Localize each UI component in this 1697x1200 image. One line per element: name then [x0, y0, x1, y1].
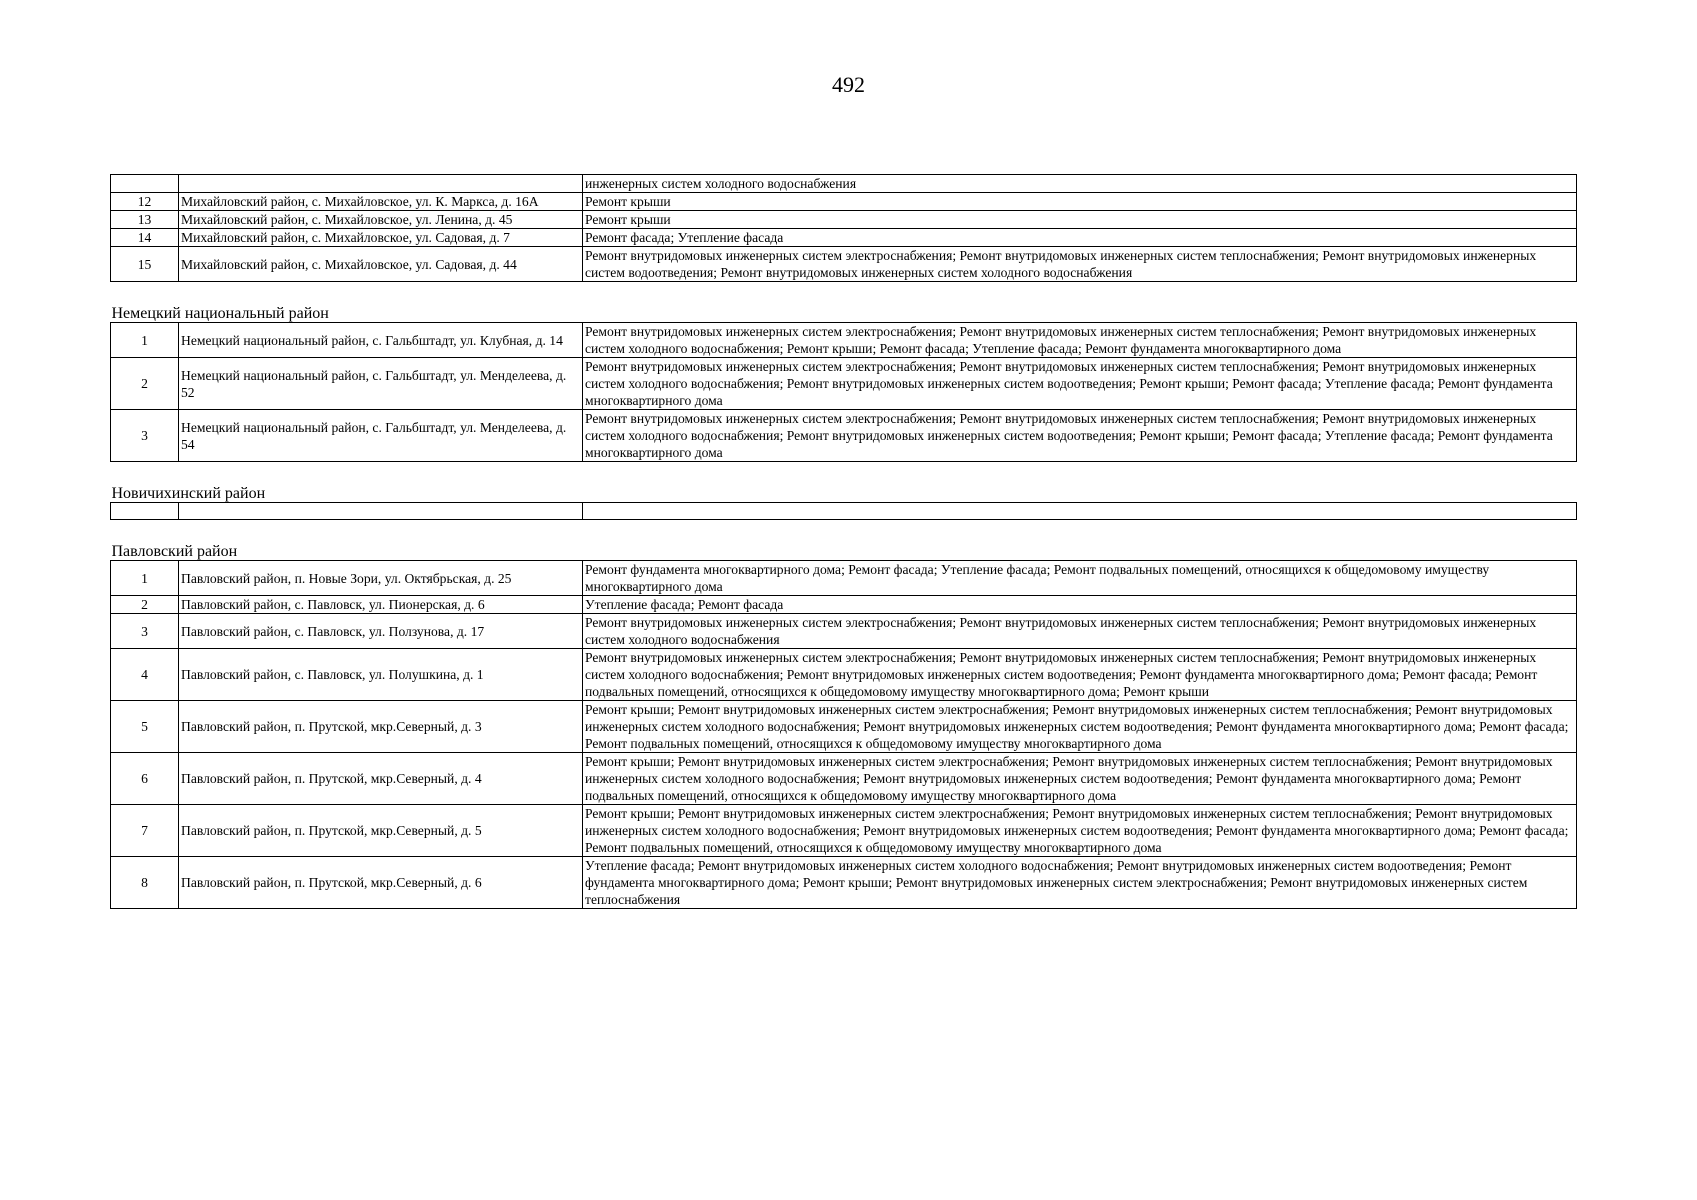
row-address: [179, 503, 583, 520]
row-number: 3: [111, 410, 179, 462]
row-number: [111, 175, 179, 193]
row-works: Ремонт крыши: [583, 193, 1577, 211]
row-address: Михайловский район, с. Михайловское, ул. Ленина, д. 45: [179, 211, 583, 229]
table-row: [111, 410, 1577, 462]
row-address: Михайловский район, с. Михайловское, ул. Садовая, д. 7: [179, 229, 583, 247]
row-number: 14: [111, 229, 179, 247]
table-row: [111, 503, 1577, 520]
row-number: 7: [111, 805, 179, 857]
row-number: 12: [111, 193, 179, 211]
row-works: Ремонт крыши; Ремонт внутридомовых инженерных систем электроснабжения; Ремонт внутридомовых инженерных систем теплоснабжения; Ремонт внутридомовых инженерных систем холодного водоснабжения; Ремонт внутридомовых инженерных систем водоотведения; Ремонт фундамента многоквартирного дома; Ремонт фасада; Ремонт подвальных помещений, относящихся к общедомовому имуществу многоквартирного дома: [583, 701, 1577, 753]
row-works: Ремонт внутридомовых инженерных систем электроснабжения; Ремонт внутридомовых инженерных систем теплоснабжения; Ремонт внутридомовых инженерных систем холодного водоснабжения; Ремонт внутридомовых инженерных систем водоотведения; Ремонт крыши; Ремонт фасада; Утепление фасада; Ремонт фундамента многоквартирного дома: [583, 410, 1577, 462]
row-number: 5: [111, 701, 179, 753]
table-row: [111, 614, 1577, 649]
row-works: Ремонт внутридомовых инженерных систем электроснабжения; Ремонт внутридомовых инженерных систем теплоснабжения; Ремонт внутридомовых инженерных систем холодного водоснабжения: [583, 614, 1577, 649]
page-number: 492: [832, 72, 865, 97]
district-title: Павловский район: [111, 520, 1577, 561]
row-address: Павловский район, с. Павловск, ул. Пионерская, д. 6: [179, 596, 583, 614]
row-number: 3: [111, 614, 179, 649]
row-number: 6: [111, 753, 179, 805]
row-number: 13: [111, 211, 179, 229]
table-row: [111, 358, 1577, 410]
row-number: 15: [111, 247, 179, 282]
row-address: Павловский район, п. Новые Зори, ул. Октябрьская, д. 25: [179, 561, 583, 596]
row-works: Ремонт фундамента многоквартирного дома; Ремонт фасада; Утепление фасада; Ремонт подвальных помещений, относящихся к общедомовому имуществу многоквартирного дома: [583, 561, 1577, 596]
row-works: инженерных систем холодного водоснабжения: [583, 175, 1577, 193]
row-address: Павловский район, п. Прутской, мкр.Северный, д. 5: [179, 805, 583, 857]
district-section-row: [111, 520, 1577, 561]
row-address: Михайловский район, с. Михайловское, ул. К. Маркса, д. 16А: [179, 193, 583, 211]
table-row: [111, 805, 1577, 857]
table-row: [111, 211, 1577, 229]
row-number: [111, 503, 179, 520]
row-address: [179, 175, 583, 193]
district-title: Немецкий национальный район: [111, 282, 1577, 323]
table-row: [111, 193, 1577, 211]
row-works: Ремонт внутридомовых инженерных систем электроснабжения; Ремонт внутридомовых инженерных систем теплоснабжения; Ремонт внутридомовых инженерных систем холодного водоснабжения; Ремонт внутридомовых инженерных систем водоотведения; Ремонт фундамента многоквартирного дома; Ремонт фасада; Ремонт подвальных помещений, относящихся к общедомовому имуществу многоквартирного дома; Ремонт крыши: [583, 649, 1577, 701]
row-works: Ремонт крыши: [583, 211, 1577, 229]
row-works: [583, 503, 1577, 520]
row-works: Утепление фасада; Ремонт внутридомовых инженерных систем холодного водоснабжения; Ремонт внутридомовых инженерных систем водоотведения; Ремонт фундамента многоквартирного дома; Ремонт крыши; Ремонт внутридомовых инженерных систем электроснабжения; Ремонт внутридомовых инженерных систем теплоснабжения: [583, 857, 1577, 909]
row-works: Ремонт внутридомовых инженерных систем электроснабжения; Ремонт внутридомовых инженерных систем теплоснабжения; Ремонт внутридомовых инженерных систем водоотведения; Ремонт внутридомовых инженерных систем холодного водоснабжения: [583, 247, 1577, 282]
row-address: Павловский район, с. Павловск, ул. Ползунова, д. 17: [179, 614, 583, 649]
district-section-row: [111, 462, 1577, 503]
table-row: [111, 561, 1577, 596]
continuation-row: [111, 175, 1577, 193]
row-number: 1: [111, 561, 179, 596]
row-address: Павловский район, п. Прутской, мкр.Северный, д. 6: [179, 857, 583, 909]
row-works: Ремонт крыши; Ремонт внутридомовых инженерных систем электроснабжения; Ремонт внутридомовых инженерных систем теплоснабжения; Ремонт внутридомовых инженерных систем холодного водоснабжения; Ремонт внутридомовых инженерных систем водоотведения; Ремонт фундамента многоквартирного дома; Ремонт подвальных помещений, относящихся к общедомовому имуществу многоквартирного дома: [583, 753, 1577, 805]
row-address: Павловский район, п. Прутской, мкр.Северный, д. 4: [179, 753, 583, 805]
table-row: [111, 229, 1577, 247]
row-number: 8: [111, 857, 179, 909]
row-address: Михайловский район, с. Михайловское, ул. Садовая, д. 44: [179, 247, 583, 282]
district-section-row: [111, 282, 1577, 323]
table-row: [111, 323, 1577, 358]
district-title: Новичихинский район: [111, 462, 1577, 503]
row-address: Павловский район, с. Павловск, ул. Полушкина, д. 1: [179, 649, 583, 701]
row-works: Утепление фасада; Ремонт фасада: [583, 596, 1577, 614]
table-row: [111, 596, 1577, 614]
table-row: [111, 753, 1577, 805]
repair-program-table: [110, 174, 1577, 909]
row-address: Немецкий национальный район, с. Гальбштадт, ул. Клубная, д. 14: [179, 323, 583, 358]
table-row: [111, 649, 1577, 701]
row-address: Павловский район, п. Прутской, мкр.Северный, д. 3: [179, 701, 583, 753]
table-row: [111, 247, 1577, 282]
row-number: 2: [111, 358, 179, 410]
table-row: [111, 701, 1577, 753]
row-works: Ремонт внутридомовых инженерных систем электроснабжения; Ремонт внутридомовых инженерных систем теплоснабжения; Ремонт внутридомовых инженерных систем холодного водоснабжения; Ремонт крыши; Ремонт фасада; Утепление фасада; Ремонт фундамента многоквартирного дома: [583, 323, 1577, 358]
row-address: Немецкий национальный район, с. Гальбштадт, ул. Менделеева, д. 54: [179, 410, 583, 462]
row-number: 2: [111, 596, 179, 614]
row-works: Ремонт фасада; Утепление фасада: [583, 229, 1577, 247]
row-address: Немецкий национальный район, с. Гальбштадт, ул. Менделеева, д. 52: [179, 358, 583, 410]
row-number: 1: [111, 323, 179, 358]
row-works: Ремонт крыши; Ремонт внутридомовых инженерных систем электроснабжения; Ремонт внутридомовых инженерных систем теплоснабжения; Ремонт внутридомовых инженерных систем холодного водоснабжения; Ремонт внутридомовых инженерных систем водоотведения; Ремонт фундамента многоквартирного дома; Ремонт фасада; Ремонт подвальных помещений, относящихся к общедомовому имуществу многоквартирного дома: [583, 805, 1577, 857]
row-works: Ремонт внутридомовых инженерных систем электроснабжения; Ремонт внутридомовых инженерных систем теплоснабжения; Ремонт внутридомовых инженерных систем холодного водоснабжения; Ремонт внутридомовых инженерных систем водоотведения; Ремонт крыши; Ремонт фасада; Утепление фасада; Ремонт фундамента многоквартирного дома: [583, 358, 1577, 410]
table-row: [111, 857, 1577, 909]
row-number: 4: [111, 649, 179, 701]
